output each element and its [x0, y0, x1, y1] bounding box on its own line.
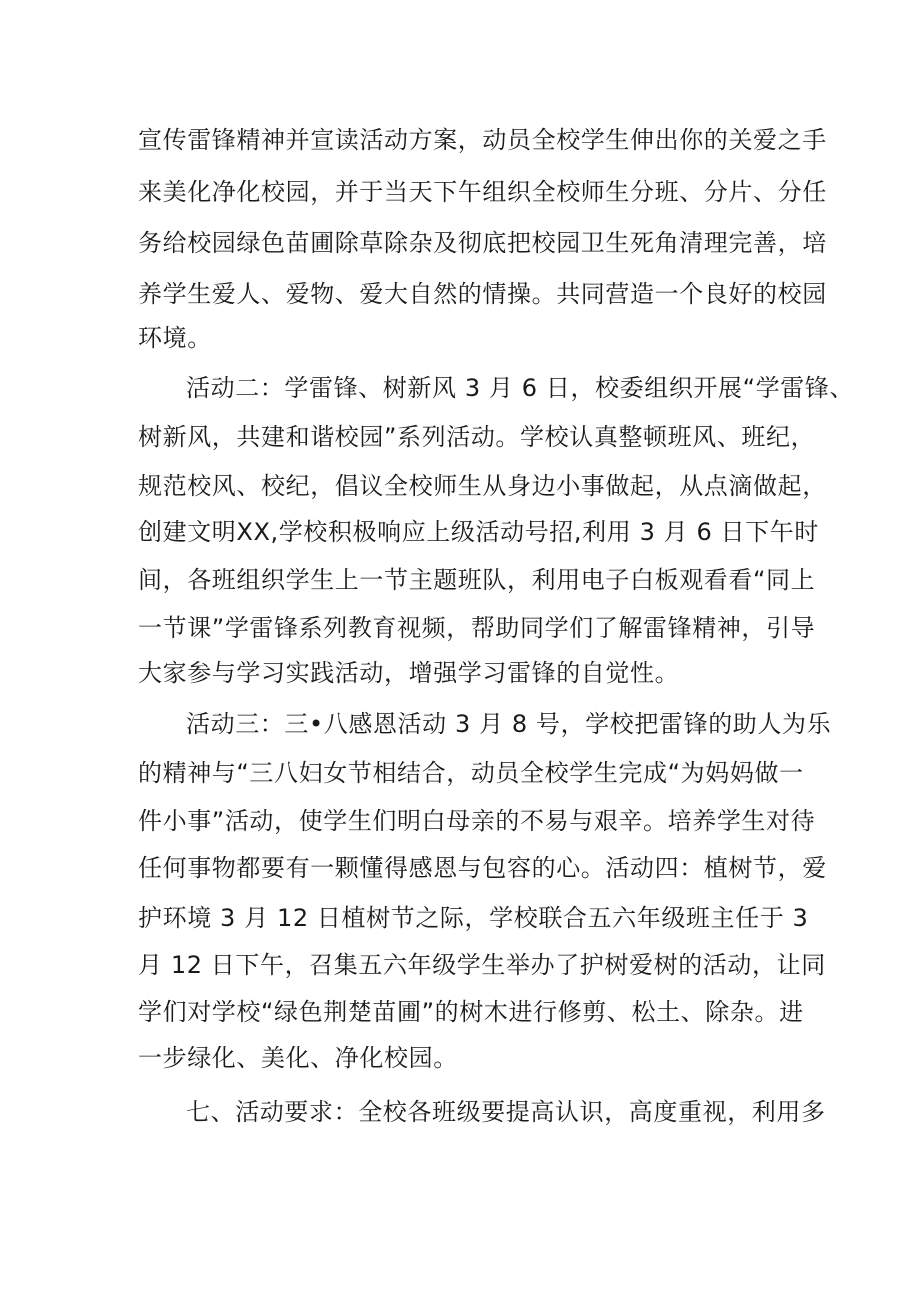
paragraph-3-line-6: 月 12 日下午，召集五六年级学生举办了护树爱树的活动，让同	[138, 951, 826, 979]
paragraph-3-line-5: 护环境 3 月 12 日植树节之际，学校联合五六年级班主任于 3	[138, 904, 809, 932]
paragraph-2-line-4: 创建文明XX,学校积极响应上级活动号招,利用 3 月 6 日下午时	[138, 518, 819, 546]
paragraph-2-line-3: 规范校风、校纪，倡议全校师生从身边小事做起，从点滴做起，	[138, 472, 827, 500]
paragraph-3-line-1: 活动三：三•八感恩活动 3 月 8 号，学校把雷锋的助人为乐	[186, 710, 832, 738]
paragraph-3-line-4: 任何事物都要有一颗懂得感恩与包容的心。活动四：植树节，爱	[138, 854, 827, 882]
paragraph-3-line-8: 一步绿化、美化、净化校园。	[138, 1044, 458, 1072]
paragraph-1-line-2: 来美化净化校园，并于当天下午组织全校师生分班、分片、分任	[138, 178, 827, 206]
paragraph-1-line-3: 务给校园绿色苗圃除草除杂及彻底把校园卫生死角清理完善，培	[138, 229, 827, 257]
paragraph-2-line-7: 大家参与学习实践活动，增强学习雷锋的自觉性。	[138, 659, 680, 687]
paragraph-1-line-5: 环境。	[138, 324, 212, 352]
paragraph-4-line-1: 七、活动要求：全校各班级要提高认识，高度重视，利用多	[186, 1098, 826, 1126]
paragraph-2-line-1: 活动二：学雷锋、树新风 3 月 6 日，校委组织开展“学雷锋、	[186, 374, 855, 402]
paragraph-1-line-4: 养学生爱人、爱物、爱大自然的情操。共同营造一个良好的校园	[138, 280, 827, 308]
paragraph-3-line-2: 的精神与“三八妇女节相结合，动员全校学生完成“为妈妈做一	[138, 759, 804, 787]
paragraph-3-line-7: 学们对学校“绿色荆楚苗圃”的树木进行修剪、松土、除杂。进	[138, 998, 804, 1026]
paragraph-2-line-2: 树新风，共建和谐校园”系列活动。学校认真整顿班风、班纪，	[138, 423, 816, 451]
paragraph-2-line-5: 间，各班组织学生上一节主题班队，利用电子白板观看看“同上	[138, 566, 816, 594]
paragraph-3-line-3: 件小事”活动，使学生们明白母亲的不易与艰辛。培养学生对待	[138, 807, 816, 835]
paragraph-2-line-6: 一节课”学雷锋系列教育视频，帮助同学们了解雷锋精神，引导	[138, 614, 816, 642]
paragraph-1-line-1: 宣传雷锋精神并宣读活动方案，动员全校学生伸出你的关爱之手	[138, 126, 827, 154]
